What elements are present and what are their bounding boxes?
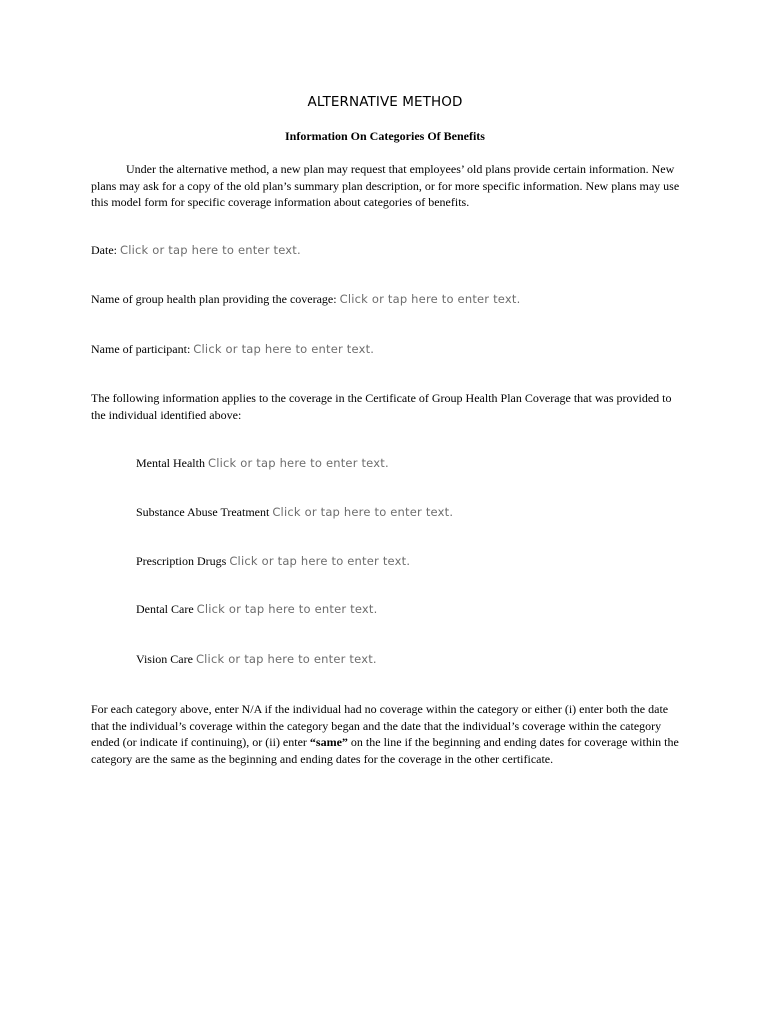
mental-health-input[interactable]: Click or tap here to enter text. [207,456,389,470]
date-input[interactable]: Click or tap here to enter text. [120,243,301,257]
same-keyword: “same” [309,735,348,749]
participant-label: Name of participant: [91,342,191,356]
category-label: Prescription Drugs [136,554,227,568]
prescription-drugs-input[interactable]: Click or tap here to enter text. [229,554,411,568]
category-row-dental-care [136,602,377,617]
category-label: Mental Health [136,456,205,470]
intro-paragraph: Under the alternative method, a new plan may request that employees’ old plans provide certain information. New plans may ask for a copy of the old plan’s summary plan description, or for more specific information. New plans may use this model form for specific coverage information about categories of benefits. [91,162,680,209]
instructions-text-start: For each category above, enter N/A if the individual had no coverage within the category or either (i) enter both the date that the individual’s coverage within the category began and the date that the individual’s coverage within the category ended (or indicate if continuing), or (ii) enter [91,702,669,749]
category-row-vision-care [136,652,377,667]
instructions-paragraph [91,701,681,767]
substance-abuse-input[interactable]: Click or tap here to enter text. [272,505,454,519]
category-row-mental-health [136,456,389,471]
category-label: Substance Abuse Treatment [136,505,270,519]
coverage-statement: The following information applies to the coverage in the Certificate of Group Health Plan Coverage that was provided to the individual identified above: [91,391,672,422]
category-row-substance-abuse [136,505,453,520]
category-label: Vision Care [136,652,193,666]
vision-care-input[interactable]: Click or tap here to enter text. [195,652,377,666]
date-label: Date: [91,243,117,257]
document-title: ALTERNATIVE METHOD [307,94,463,110]
plan-name-field-row [91,292,520,307]
plan-name-label: Name of group health plan providing the coverage: [91,292,337,306]
participant-field-row [91,342,374,357]
dental-care-input[interactable]: Click or tap here to enter text. [196,602,378,616]
plan-name-input[interactable]: Click or tap here to enter text. [339,292,521,306]
date-field-row [91,243,301,258]
instructions-text-end: on the line if the beginning and ending dates for coverage within the category are the same as the beginning and ending dates for the coverage in the other certificate. [91,735,679,766]
document-subtitle: Information On Categories Of Benefits [285,129,485,143]
participant-input[interactable]: Click or tap here to enter text. [193,342,375,356]
category-row-prescription-drugs [136,554,410,569]
category-label: Dental Care [136,602,194,616]
